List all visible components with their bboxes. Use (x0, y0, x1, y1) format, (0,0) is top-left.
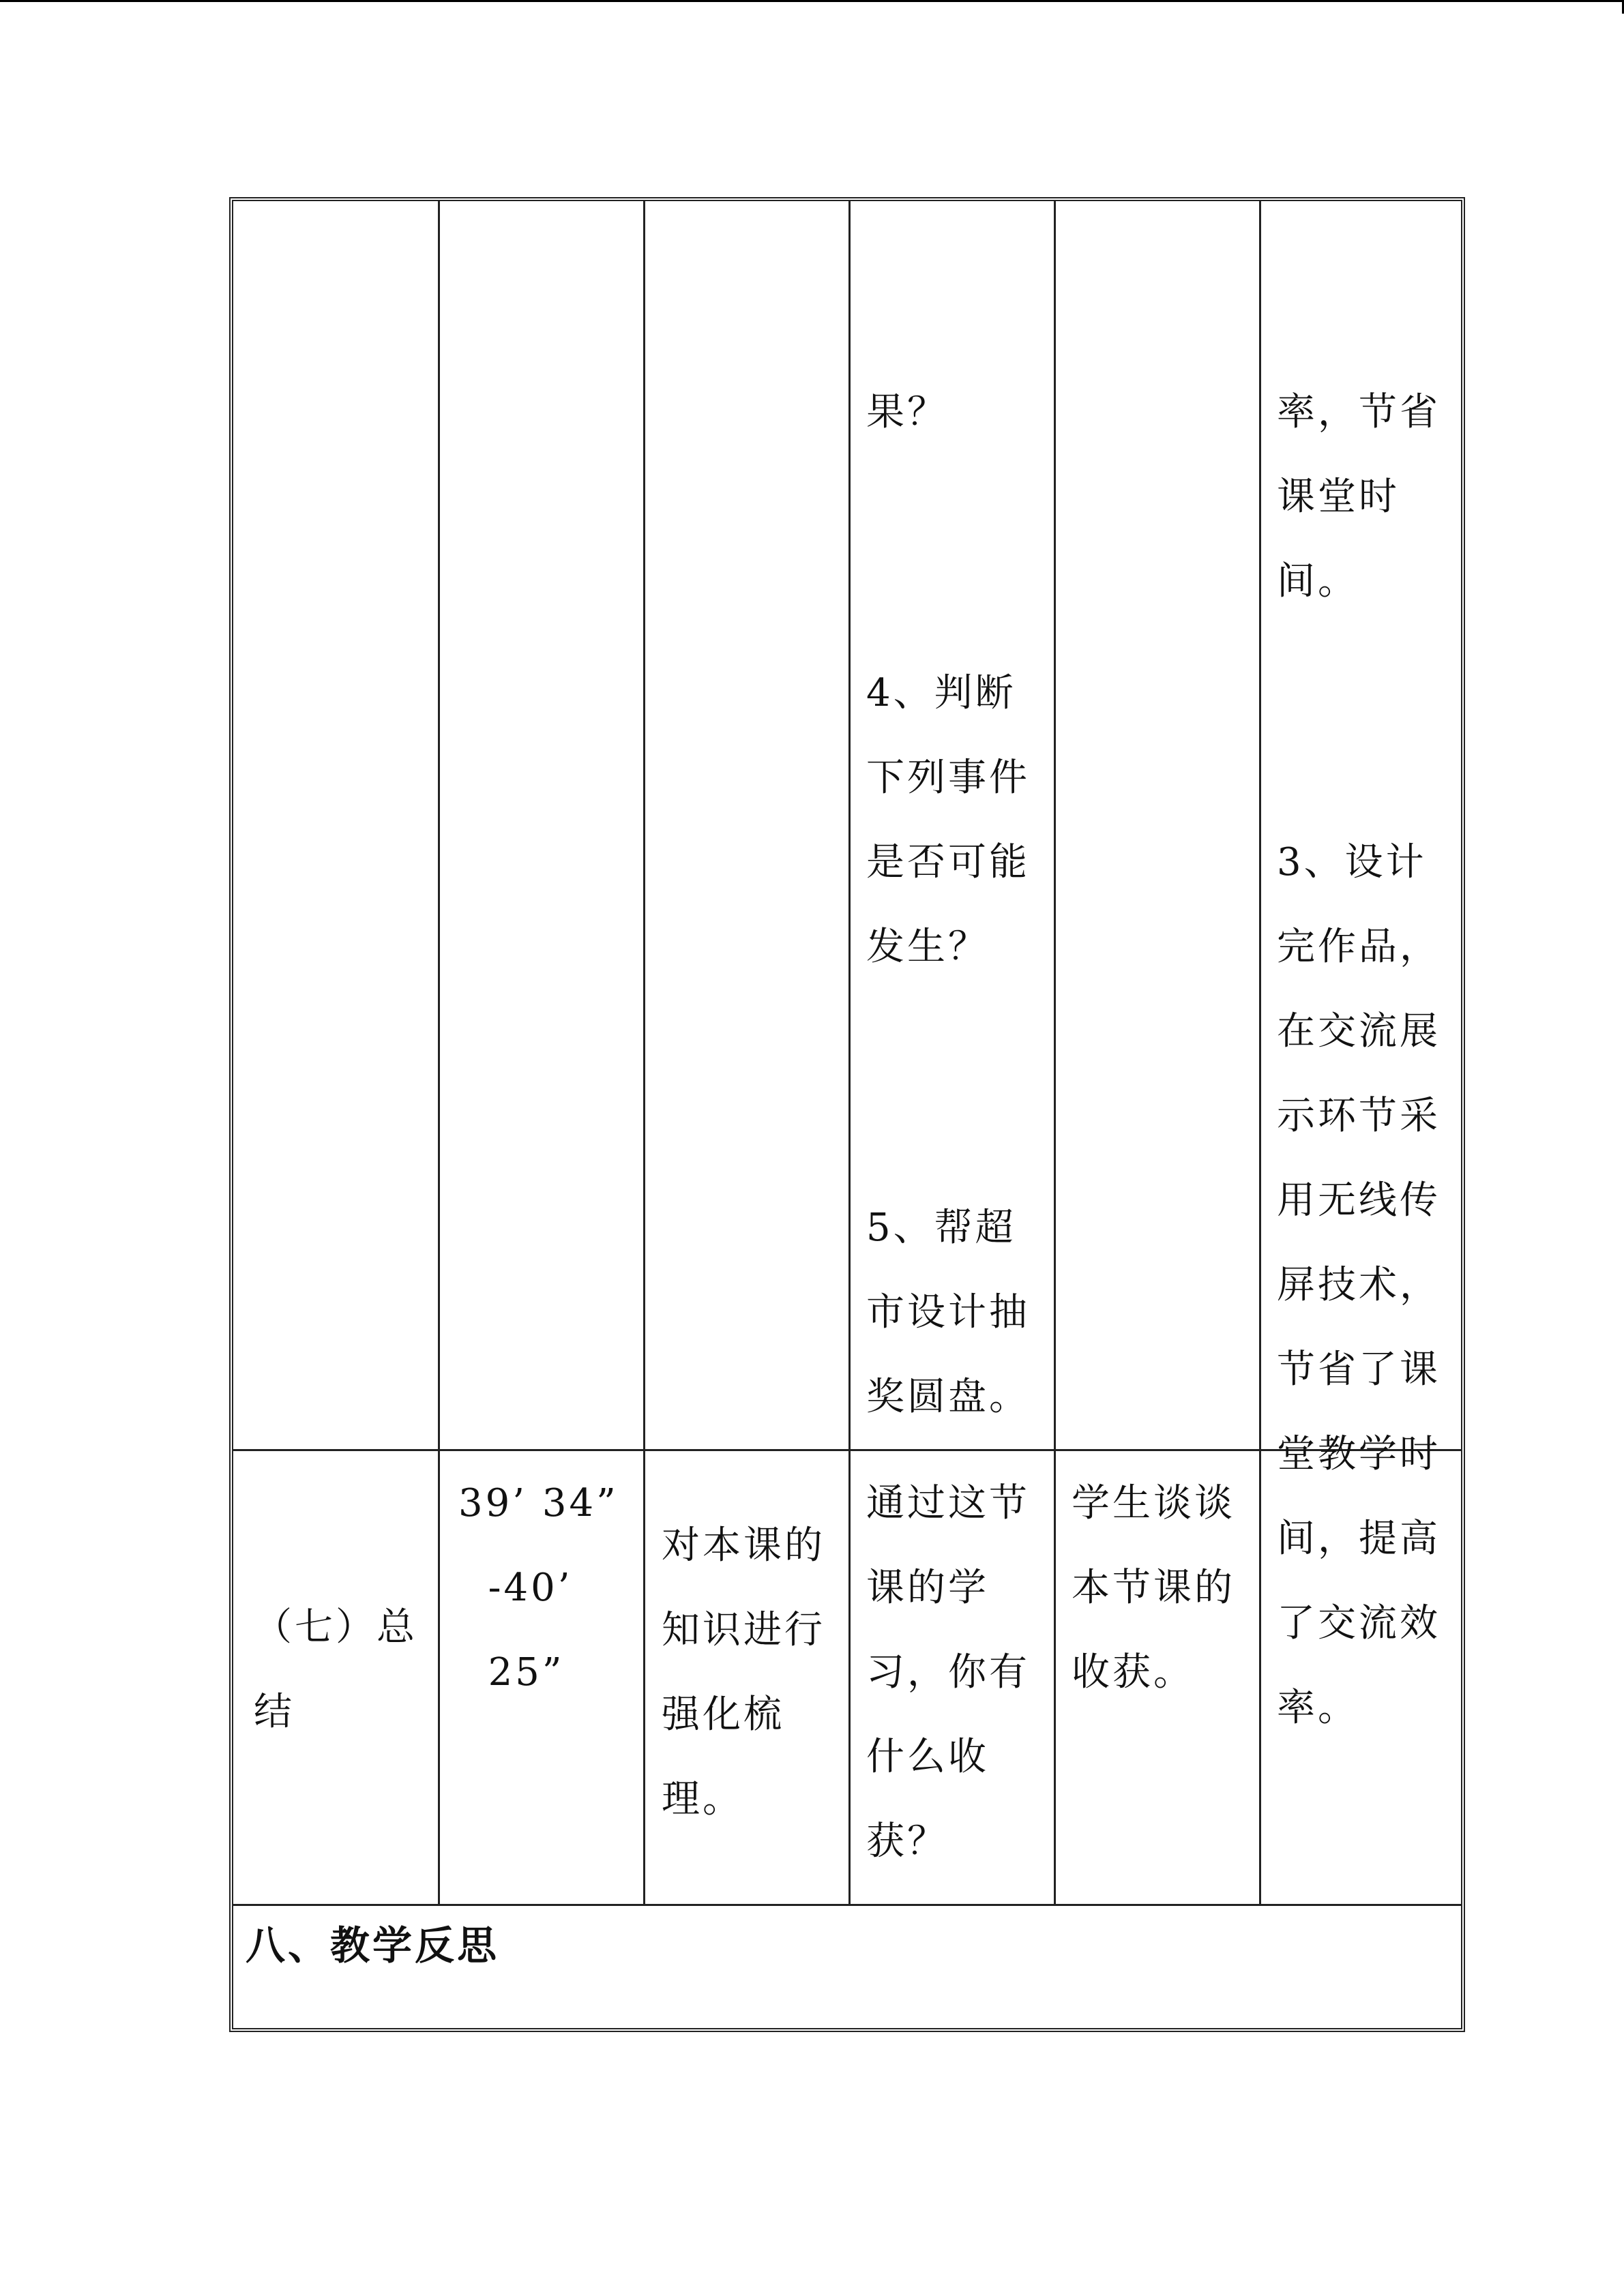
row2-teacher-activity: 通过这节 课的学 习，你有 什么收 获？ (866, 1481, 1030, 1864)
row1-col6-para-1: 率，节省 课堂时 间。 (1277, 390, 1441, 603)
row2-time: 39’ 34” -40’ 25” (458, 1481, 619, 1695)
col-divider-1 (438, 201, 440, 1905)
row1-col4-para-1: 果？ (866, 390, 948, 434)
lesson-plan-table (229, 197, 1465, 2032)
col-divider-4 (1054, 201, 1056, 1905)
reflection-heading: 八、教学反思 (246, 1922, 500, 1969)
col-divider-3 (848, 201, 851, 1905)
page-top-border (0, 0, 1624, 2)
row1-col4-para-3: 5、帮超 市设计抽 奖圆盘。 (866, 1206, 1030, 1419)
row1-col6-para-2: 3、设计 完作品， 在交流展 示环节采 用无线传 屏技术， 节省了课 堂教学时 间，提高 了交流效 率。 (1277, 840, 1441, 1730)
row2-student-activity: 学生谈谈 本节课的 收获。 (1072, 1481, 1235, 1695)
row2-goal: 对本课的 知识进行 强化梳 理。 (662, 1523, 825, 1821)
row1-col4-para-2: 4、判断 下列事件 是否可能 发生？ (866, 671, 1030, 969)
row1-design-intent (1277, 201, 1441, 1920)
row2-stage: （七）总 结 (254, 1605, 417, 1734)
col-divider-2 (643, 201, 645, 1905)
row1-teacher-activity (866, 201, 1030, 1609)
col-divider-5 (1259, 201, 1261, 1905)
